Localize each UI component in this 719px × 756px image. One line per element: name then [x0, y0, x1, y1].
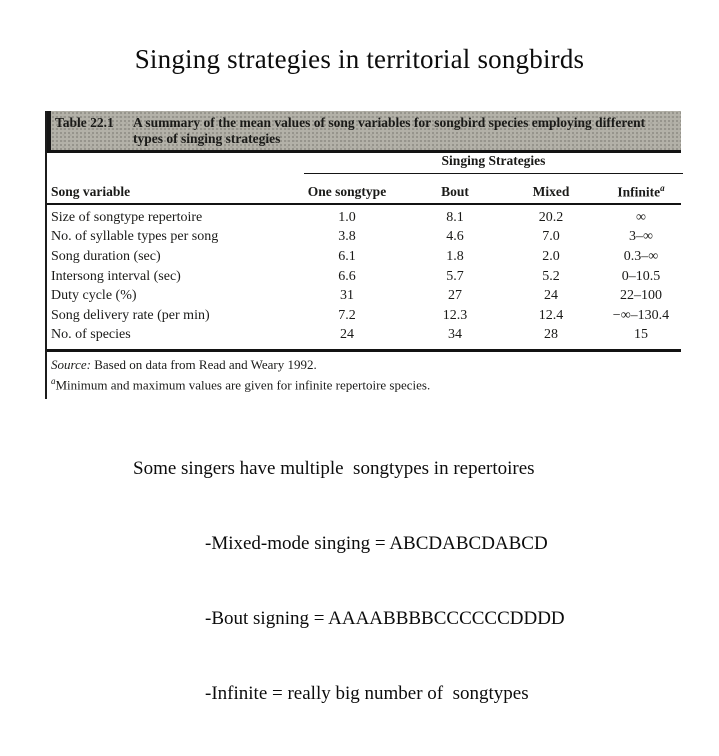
table-body	[47, 205, 681, 349]
notes-block	[133, 406, 565, 756]
infinite-superscript: a	[660, 182, 665, 193]
column-header-infinite: Infinite$^a$	[617, 182, 665, 199]
table-caption-band	[47, 111, 681, 150]
column-header-one-songtype: One songtype	[307, 184, 387, 199]
notes-bullet-bout: -Bout signing = AAAABBBBCCCCCCDDDD	[205, 608, 565, 629]
table-footnotes	[47, 352, 681, 399]
table-caption: A summary of the mean values of song variables for songbird species employing different types of singing strategies	[133, 115, 646, 146]
table-scan	[45, 111, 681, 399]
table-row: No. of species 24 34 28 15	[51, 327, 648, 343]
column-header-row	[47, 175, 681, 203]
source-note: Source: Based on data from Read and Weary 1992.	[51, 357, 317, 373]
source-label: Source:	[51, 357, 91, 373]
table-row: No. of syllable types per song 3.8 4.6 7.0 3–∞	[51, 229, 653, 245]
footnote-a: $^a$Minimum and maximum values are given for infinite repertoire species.	[51, 376, 431, 393]
table-row: Size of songtype repertoire 1.0 8.1 20.2 ∞	[51, 209, 646, 225]
footnote-marker: a	[51, 376, 56, 387]
table-row: Song delivery rate (per min) 7.2 12.3 12.4 −∞–130.4	[51, 307, 670, 323]
notes-bullet-mixed: -Mixed-mode singing = ABCDABCDABCD	[205, 533, 548, 554]
table-row: Intersong interval (sec) 6.6 5.7 5.2 0–10.5	[51, 268, 661, 284]
table-row: Song duration (sec) 6.1 1.8 2.0 0.3–∞	[51, 248, 659, 264]
table-number: Table 22.1	[55, 115, 114, 130]
group-header-row	[47, 153, 681, 175]
slide-title: Singing strategies in territorial songbirds	[134, 44, 585, 74]
column-header-mixed: Mixed	[532, 184, 570, 199]
column-header-song-variable: Song variable	[51, 184, 131, 199]
notes-intro: Some singers have multiple songtypes in repertoires	[133, 458, 535, 479]
table-row: Duty cycle (%) 31 27 24 22–100	[51, 288, 662, 304]
group-header: Singing Strategies	[304, 153, 683, 174]
column-header-bout: Bout	[441, 184, 469, 199]
notes-bullet-infinite: -Infinite = really big number of songtypes	[205, 683, 529, 704]
